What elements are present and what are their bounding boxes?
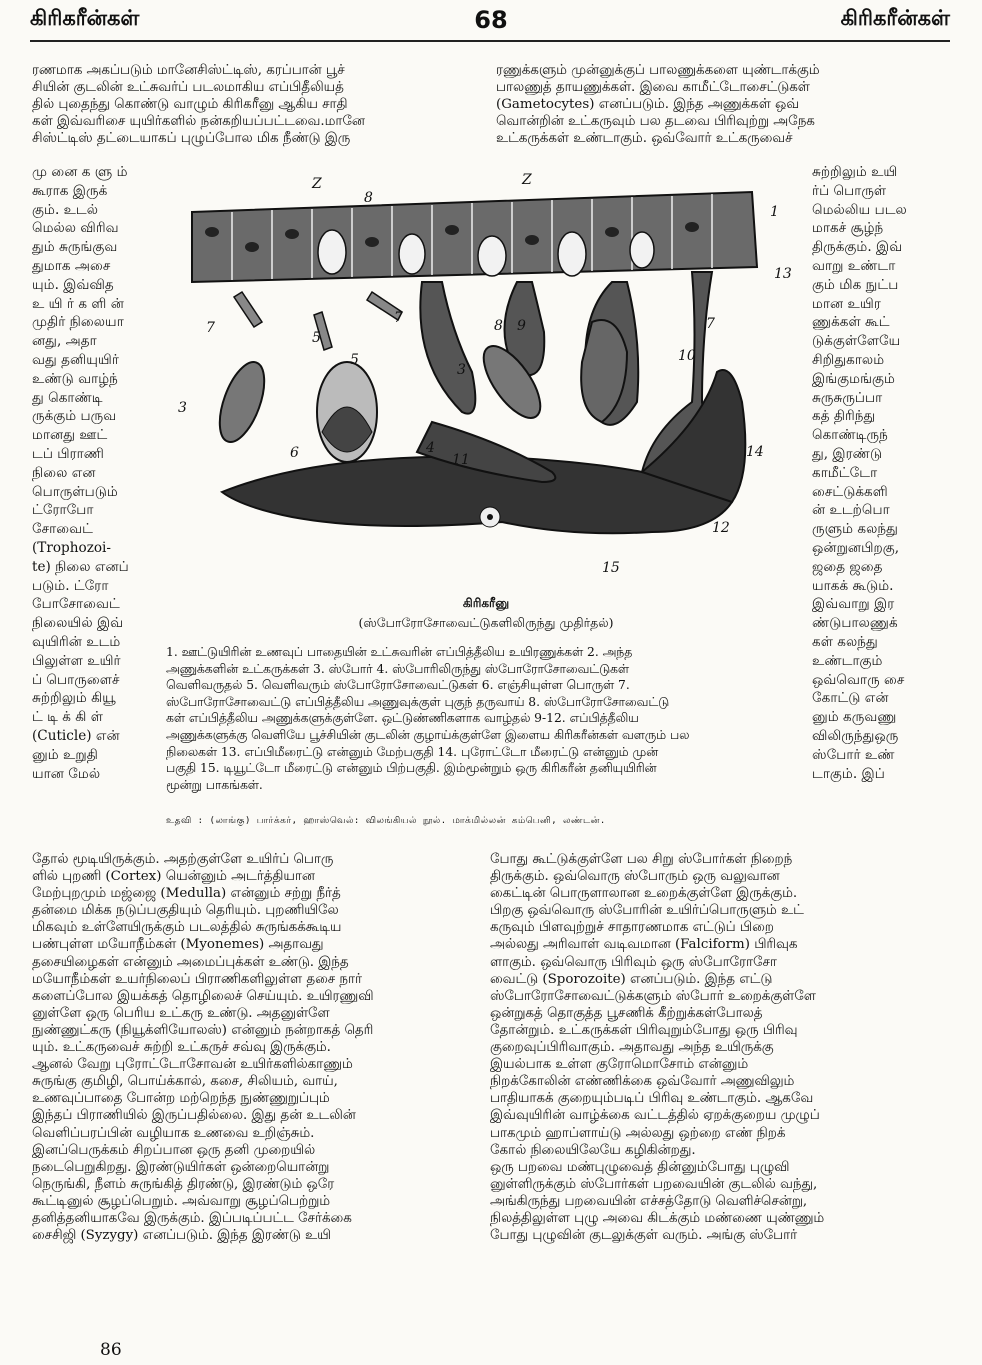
- figure-label: 10: [678, 348, 696, 364]
- running-head-right: கிரிகரீன்கள்: [840, 6, 950, 30]
- figure-label: 3: [457, 362, 466, 378]
- figure-label: 7: [206, 320, 215, 336]
- figure-label: 15: [602, 560, 620, 576]
- figure-label: 3: [178, 400, 187, 416]
- page-number-bottom: 86: [100, 1340, 122, 1360]
- figure-label: 11: [452, 452, 470, 468]
- figure-label: 14: [746, 444, 764, 460]
- figure-title: கிரிகரீனு: [462, 596, 510, 610]
- figure-label: 7: [706, 316, 715, 332]
- text-top-left: ரணமாக அகப்படும் மானேசிஸ்ட்டிஸ், கரப்பான் பூச் சியின் குடலின் உட்சுவர்ப் படலமாகிய எப்பிதீலியத் தில் புதைந்து கொண்டு வாழும் கிரிகரீனு ஆகிய சாதி கள் இவ்வரிசை யுயிர்களில் நன்கறியப்பட்டவை.மானே சிஸ்ட்டிஸ் தட்டையாகப் புழுப்போல மிக நீண்டு இரு: [32, 63, 365, 147]
- text-bottom-left: தோல் மூடியிருக்கும். அதற்குள்ளே உயிர்ப் பொரு ளில் புறணி (Cortex) யென்னும் அடர்த்தியான மேற்புறமும் மஜ்ஜை (Medulla) என்னும் சற்று நீர்த் தன்மை மிக்க நடுப்பகுதியும் தெரியும். புறணியிலே மிகவும் உள்ளேயிருக்கும் படலத்தில் சுருங்கக்கூடிய பண்புள்ள மயோநீம்கள் (Myonemes) அதாவது தசையிழைகள் என்னும் அமைப்புக்கள் உண்டு. இந்த மயோநீம்கள் உயர்நிலைப் பிராணிகளிலுள்ள தசை நார் களைப்போல இயக்கத் தொழிலைச் செய்யும். உயிரணுவி னுள்ளே ஒரு பெரிய உட்கரு உண்டு. அதனுள்ளே நுண்ணுட்கரு (நியூக்ளியோலஸ்) என்னும் நன்றாகத் தெரி யும். உட்கருவைச் சுற்றி உட்கருச் சவ்வு இருக்கும். ஆனல் வேறு புரோட்டோசோவன் உயிர்களில்காணும் சுருங்கு குமிழி, பொய்க்கால், கசை, சிலியம், வாய், உணவுப்பாதை போன்ற மற்றெந்த நுண்ணுறுப்பும் இந்தப் பிராணியில் இருப்பதில்லை. இது தன் உடலின் வெளிப்பரப்பின் வழியாக உணவை உறிஞ்சும். இனப்பெருக்கம் சிறப்பான ஒரு தனி முறையில் நடைபெறுகிறது. இரண்டுயிர்கள் ஒன்றையொன்று நெருங்கி, நீளம் சுருங்கித் திரண்டு, இரண்டும் ஒரே கூட்டினுல் சூழப்பெறும். அவ்வாறு சூழப்பெற்றும் தனித்தனியாகவே இருக்கும். இப்படிப்பட்ட சேர்க்கை சைசிஜி (Syzygy) எனப்படும். இந்த இரண்டு உயி: [32, 852, 374, 1244]
- figure-label: 6: [290, 445, 299, 461]
- text-top-right: ரணுக்களும் முன்னுக்குப் பாலணுக்களை யுண்டாக்கும் பாலணுத் தாயணுக்கள். இவை காமீட்டோசைட்டுகள் (Gametocytes) எனப்படும். இந்த அணுக்கள் ஒவ் வொன்றின் உட்கருவும் பல தடவை பிரிவுற்று அநேக உட்கருக்கள் உண்டாகும். ஒவ்வோர் உட்கருவைச்: [496, 63, 820, 147]
- figure-label: 5: [350, 352, 359, 368]
- figure-label: 1: [770, 204, 779, 220]
- figure-label: 12: [712, 520, 730, 536]
- figure-label: 8: [364, 190, 373, 206]
- header-rule: [30, 40, 950, 42]
- text-bottom-right: போது கூட்டுக்குள்ளே பல சிறு ஸ்போர்கள் நிறைந் திருக்கும். ஒவ்வொரு ஸ்போரும் ஒரு வலுவான கைட்டின் பொருளாலான உறைக்குள்ளே இருக்கும். பிறகு ஒவ்வொரு ஸ்போரின் உயிர்ப்பொருளும் உட் கருவும் பிளவுற்றுச் சாதாரணமாக எட்டுப் பிறை அல்லது அரிவாள் வடிவமான (Falciform) பிரிவுக ளாகும். ஒவ்வொரு பிரிவும் ஒரு ஸ்போரோசோ வைட்டு (Sporozoite) எனப்படும். இந்த எட்டு ஸ்போரோசோவைட்டுக்களும் ஸ்போர் உறைக்குள்ளே ஒன்றுகத் தொகுத்த பூசணிக் கீற்றுக்கள்போலத் தோன்றும். உட்கருக்கள் பிரிவுறும்போது ஒரு பிரிவு குறைவுப்பிரிவாகும். அதாவது அந்த உயிருக்கு இயல்பாக உள்ள குரோமொசோம் என்னும் நிறக்கோலின் எண்ணிக்கை ஒவ்வோர் அணுவிலும் பாதியாகக் குறையும்படிப் பிரிவு உண்டாகும். ஆகவே இவ்வுயிரின் வாழ்க்கை வட்டத்தில் ஏறக்குறைய முழுப் பாகமும் ஹாப்ளாய்டு அல்லது ஒற்றை எண் நிறக் கோல் நிலையிலேயே கழிகின்றது. ஒரு பறவை மண்புழுவைத் தின்னும்போது புழுவி னுள்ளிருக்கும் ஸ்போர்கள் பறவையின் குடலில் வந்து, அங்கிருந்து பறவையின் எச்சத்தோடு வெளிச்சென்று, நிலத்திலுள்ள புழு அவை கிடக்கும் மண்ணை யுண்ணும் போது புழுவின் குடலுக்குள் வரும். அங்கு ஸ்போர்: [490, 852, 825, 1244]
- figure-credit: உதவி : (லாங்கு) பார்க்கர், ஹாஸ்வெல்: விலங்கியல் நூல். மாக்மில்லன் கம்பெனி, லண்டன்.: [166, 816, 606, 826]
- figure-label: 9: [517, 318, 526, 334]
- running-head-left: கிரிகரீன்கள்: [30, 6, 140, 30]
- figure-label: 5: [312, 330, 321, 346]
- figure-label: 8: [494, 318, 503, 334]
- figure-legend: 1. ஊட்டுயிரின் உணவுப் பாதையின் உட்சுவரின் எப்பித்தீலிய உயிரணுக்கள் 2. அந்த அணுக்களின் உட்கருக்கள் 3. ஸ்போர் 4. ஸ்போரிலிருந்து ஸ்போரோசோவைட்டுகள் வெளிவருதல் 5. வெளிவரும் ஸ்போரோசோவைட்டுகள் 6. எஞ்சியுள்ள பொருள் 7. ஸ்போரோசோவைட்டு எப்பித்தீலிய அணுவுக்குள் புகுந் தருவாய் 8. ஸ்போரோசோவைட்டு கள் எப்பித்தீலிய அணுக்களுக்குள்ளே. ஒட்டுண்ணிகளாக வாழ்தல் 9-12. எப்பித்தீலிய அணுக்களுக்கு வெளியே பூச்சியின் குடலின் குழாய்க்குள்ளே இளைய கிரிகரீன்கள் வளரும் பல நிலைகள் 13. எப்பிமீரைட்டு என்னும் மேற்பகுதி 14. புரோட்டோ மீரைட்டு என்னும் முன் பகுதி 15. டியூட்டோ மீரைட்டு என்னும் பிற்பகுதி. இம்மூன்றும் ஒரு கிரிகரீன் தனியுயிரின் மூன்று பாகங்கள்.: [166, 645, 690, 792]
- figure-label: Z: [312, 176, 322, 192]
- page-number-top: 68: [474, 6, 508, 34]
- figure-label: 4: [426, 440, 435, 456]
- text-left-narrow-column: மு னை க ளு ம் கூராக இருக் கும். உடல் மெல்ல விரிவ தும் சுருங்குவ துமாக அசை யும். இவ்வித உ யி ர் க ளி ன் முதிர் நிலையா னது, அதா வது தனியுயிர் உண்டு வாழ்ந் து கொண்டி ருக்கும் பருவ மானது ஊட் டப் பிராணி நிலை என பொருள்படும் ட்ரோபோ சோவைட் (Trophozoi- te) நிலை எனப் படும். ட்ரோ போசோவைட் நிலையில் இவ் வுயிரின் உடம் பிலுள்ள உயிர் ப் பொருளைச் சுற்றிலும் கியூ ட் டி க் கி ள் (Cuticle) என் னும் உறுதி யான மேல்: [32, 164, 129, 782]
- epithelium-layer: [192, 192, 757, 282]
- gregarine-illustration: [172, 172, 800, 602]
- spores: [211, 337, 551, 462]
- figure-label: 7: [394, 310, 403, 326]
- text-right-narrow-column: சுற்றிலும் உயி ர்ப் பொருள் மெல்லிய படல மாகச் சூழ்ந் திருக்கும். இவ் வாறு உண்டா கும் மிக நுட்ப மான உயிர ணுக்கள் கூட் டுக்குள்ளேயே சிறிதுகாலம் இங்குமங்கும் சுருசுருப்பா கத் திரிந்து கொண்டிருந் து, இரண்டு காமீட்டோ சைட்டுக்களி ன் உடற்பொ ருளும் கலந்து ஒன்றுனபிறகு, ஜதை ஜதை யாகக் கூடும். இவ்வாறு இர ண்டுபாலணுக் கள் கலந்து உண்டாகும் ஒவ்வொரு சை கோட்டு என் னும் கருவணு விலிருந்துஒரு ஸ்போர் உண் டாகும். இப்: [812, 164, 907, 782]
- figure-label: Z: [522, 172, 532, 188]
- figure-subtitle: (ஸ்போரோசோவைட்டுகளிலிருந்து முதிர்தல்): [358, 615, 614, 630]
- figure-label: 13: [774, 266, 792, 282]
